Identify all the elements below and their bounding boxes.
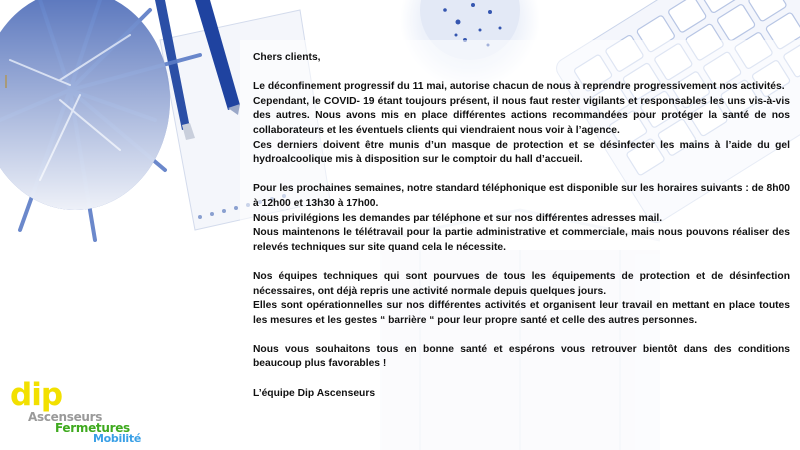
letter-signature: L’équipe Dip Ascenseurs <box>253 387 376 399</box>
letter-line: Le déconfinement progressif du 11 mai, autorise chacun de nous à reprendre progressivement nos activités. <box>253 81 785 93</box>
company-logo <box>8 377 158 445</box>
letter-body <box>253 51 790 401</box>
letter-line: Ces derniers doivent être munis d’un masque de protection et se désinfecter les mains à l’aide du gel hydroalcoolique mis à disposition sur le comptoir du hall d’accueil. <box>253 139 790 166</box>
logo-line-ascenseurs: Ascenseurs <box>28 410 103 424</box>
letter-line: Cependant, le COVID- 19 étant toujours présent, il nous faut rester vigilants et responsables les uns vis-à-vis des autres. Nous avons mis en place différentes actions recommandées pour protéger la santé de nos collaborateurs et les éventuels clients qui viendraient nous voir à l’agence. <box>253 95 790 136</box>
logo-brand: dip <box>10 377 63 413</box>
letter-line: Nos équipes techniques qui sont pourvues de tous les équipements de protection et de désinfection nécessaires, ont déjà repris une activité normale depuis quelques jours. <box>253 270 790 297</box>
logo-line-mobilite: Mobilité <box>93 432 142 445</box>
edge-marker <box>5 75 7 88</box>
letter-line: Nous maintenons le télétravail pour la partie administrative et commerciale, mais nous pouvons réaliser des relevés techniques sur site quand cela le nécessite. <box>253 227 790 253</box>
letter-line: Elles sont opérationnelles sur nos différentes activités et organisent leur travail en mettant en place toutes les mesures et les gestes “ barrière “ pour leur propre santé et celle des autres personnes. <box>253 300 790 326</box>
logo-line-fermetures: Fermetures <box>55 421 130 435</box>
letter-line: Pour les prochaines semaines, notre standard téléphonique est disponible sur les horaires suivants : de 8h00 à 12h00 et 13h30 à 17h00. <box>253 183 790 209</box>
letter-greeting: Chers clients, <box>253 52 321 63</box>
letter-line: Nous vous souhaitons tous en bonne santé et espérons vous retrouver bientôt dans des conditions beaucoup plus favorables ! <box>253 343 790 370</box>
letter-line: Nous privilégions les demandes par téléphone et sur nos différentes adresses mail. <box>253 212 663 224</box>
